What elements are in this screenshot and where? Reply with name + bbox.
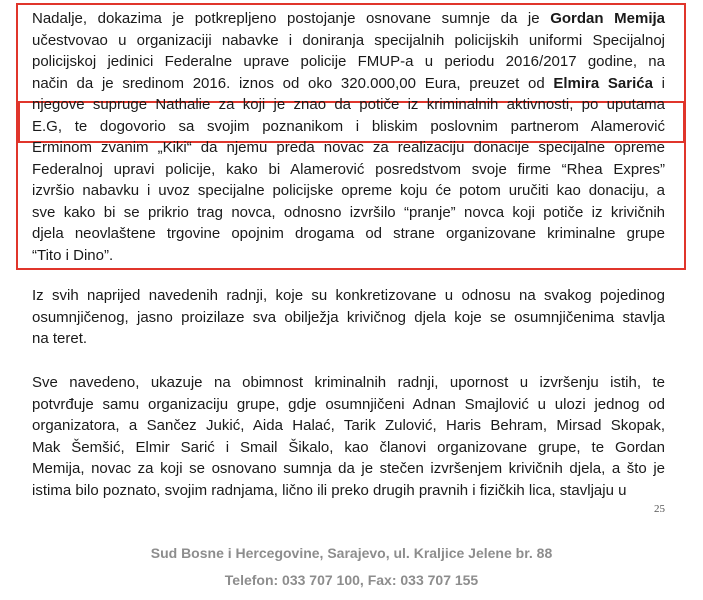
text-line [32,458,665,480]
text-line [32,202,665,224]
text-line [32,73,665,95]
text-segment: učestvovao u organizaciji nabavke i doniranja specijalnih policijskih uniformi Specijalnoj [32,31,665,49]
text-segment: izvršio nabavku i uvoz specijalne policijske opreme koju će potom uručiti kao donaciju, a [32,182,665,199]
text-segment: i [652,74,665,92]
footer-contact: Telefon: 033 707 100, Fax: 033 707 155 [224,572,479,588]
bold-name: Gordan Memija [550,10,665,27]
text-line [32,8,665,30]
page-number: 25 [654,503,665,515]
text-segment: sve kako bi se prikrio trag novca, odnosno izvršilo “pranje” novca koji potiče iz krivičnih [32,203,665,221]
text-line [32,180,665,202]
text-line [32,116,665,138]
text-line [32,223,665,245]
text-segment: potvrđuje samu organizaciju grupe, gdje osumnjičeni Adnan Smajlović u ulozi jednog od [32,395,665,413]
text-line [32,307,665,329]
text-segment: njegove supruge Nathalie za koji je znao da potiče iz kriminalnih aktivnosti, po uputama [32,96,665,113]
text-segment: istima bilo poznato, svojim radnjama, lično ili preko drugih pravnih i fizičkih lica, stavljaju u [32,481,627,499]
text-line [32,94,665,116]
text-line [32,245,665,267]
text-segment: Federalnoj upravi policije, kako bi Alamerović posredstvom svoje firme “Rhea Expres” [32,160,665,178]
paragraph-2 [32,285,665,350]
paragraph-3 [32,372,665,501]
footer-address: Sud Bosne i Hercegovine, Sarajevo, ul. Kraljice Jelene br. 88 [150,545,553,561]
text-line [32,137,665,159]
text-segment: policijskoj jedinici Federalne uprave policije FMUP-a u periodu 2016/2017 godine, na [32,53,665,70]
text-line [32,480,665,502]
text-line [32,30,665,52]
text-segment: Mak Šemšić, Elmir Sarić i Smail Šikalo, kao članovi organizovane grupe, te Gordan [32,438,665,456]
text-line [32,394,665,416]
text-segment: način da je sredinom 2016. iznos od oko 320.000,00 Eura, preuzet od [32,74,554,92]
text-line [32,159,665,181]
text-segment: Nadalje, dokazima je potkrepljeno postojanje osnovane sumnje da je [32,10,551,27]
text-line [32,51,665,73]
text-line [32,285,665,307]
text-segment: Memija, novac za koji se osnovano sumnja da je stečen izvršenjem krivičnih djela, a što je [32,460,665,477]
text-segment: Sve navedeno, ukazuje na obimnost kriminalnih radnji, upornost u izvršenju istih, te [32,374,665,391]
text-segment: E.G, te dogovorio sa svojim poznanikom i bliskim poslovnim partnerom Alamerović [32,117,665,135]
bold-name: Elmira Sarića [553,74,653,92]
paragraph-1 [32,8,665,266]
text-line [32,328,665,350]
text-segment: djela neovlaštene trgovine opojnim drogama od strane organizovane kriminalne grupe [32,225,665,242]
text-segment: na teret. [32,330,88,347]
text-line [32,437,665,459]
text-segment: Iz svih naprijed navedenih radnji, koje su konkretizovane u odnosu na svakog pojedinog [32,287,665,304]
text-segment: Erminom zvanim „Kiki“ da njemu preda novac za realizaciju donacije specijalne opreme [32,139,665,156]
text-line [32,415,665,437]
text-segment: “Tito i Dino”. [32,246,114,264]
text-line [32,372,665,394]
text-segment: organizatora, a Sančez Jukić, Aida Halać, Tarik Zulović, Haris Behram, Mirsad Skopak, [32,417,665,434]
text-segment: osumnjičenog, jasno proizilaze sva obilježja krivičnog djela koje se osumnjičenima stavlja [32,308,665,326]
